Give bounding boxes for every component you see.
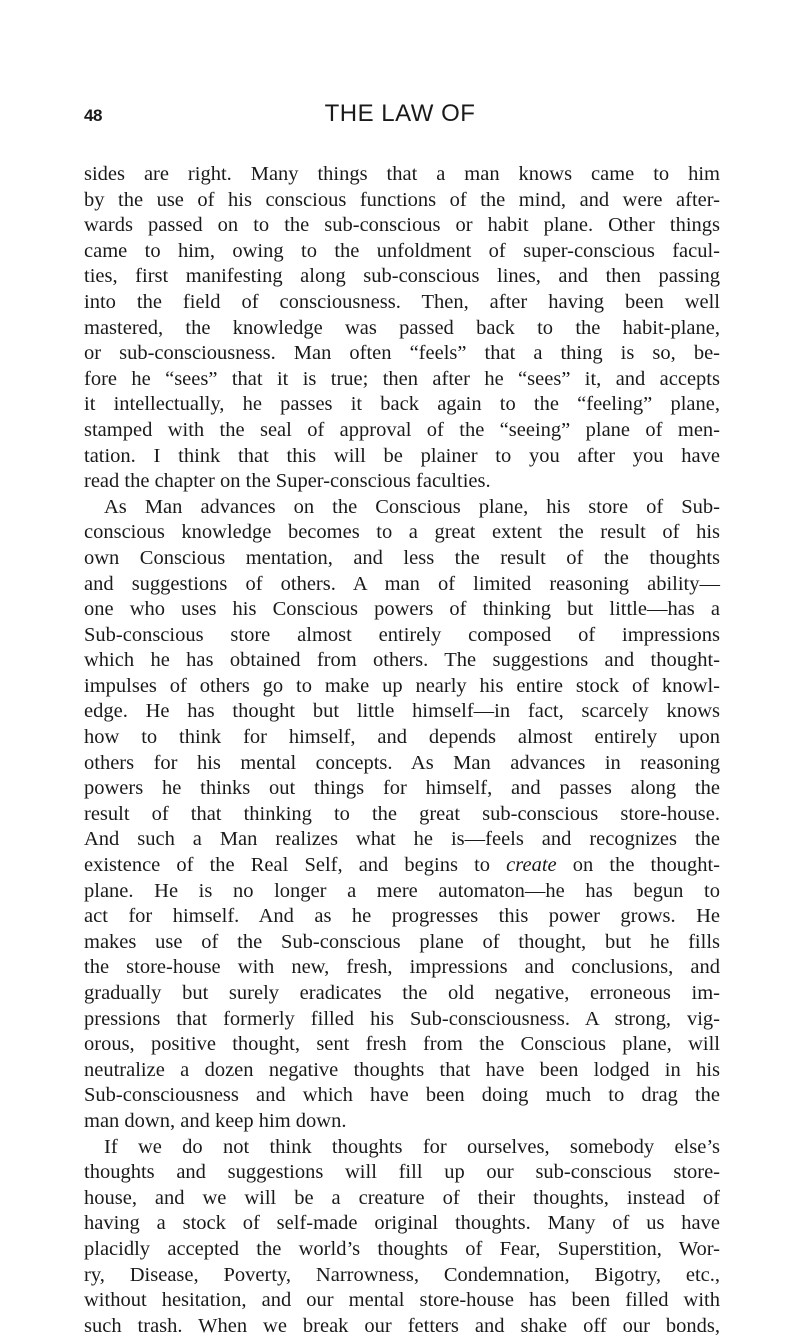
text-line: wards passed on to the sub-conscious or habit plane. Other things (84, 214, 720, 237)
page-header (0, 100, 800, 140)
text-line: own Conscious mentation, and less the result of the thoughts (84, 546, 720, 569)
text-line: act for himself. And as he progresses this power grows. He (84, 905, 720, 928)
text-line: how to think for himself, and depends almost entirely upon (84, 726, 720, 749)
text-line: neutralize a dozen negative thoughts that have been lodged in his (84, 1058, 720, 1081)
text-line: fore he “sees” that it is true; then after he “sees” it, and accepts (84, 367, 720, 390)
text-line: If we do not think thoughts for ourselves, somebody else’s (104, 1135, 720, 1158)
text-line: such trash. When we break our fetters and shake off our bonds, (84, 1314, 720, 1337)
text-line: gradually but surely eradicates the old negative, erroneous im- (84, 982, 720, 1004)
text-line: man down, and keep him down. (84, 1109, 347, 1132)
text-line: mastered, the knowledge was passed back to the habit-plane, (84, 316, 720, 339)
text-line: tation. I think that this will be plainer to you after you have (84, 444, 720, 467)
text-line: placidly accepted the world’s thoughts of Fear, Superstition, Wor- (84, 1237, 720, 1260)
text-line: plane. He is no longer a mere automaton—he has begun to (84, 879, 720, 902)
text-line: it intellectually, he passes it back again to the “feeling” plane, (84, 393, 720, 416)
text-line: stamped with the seal of approval of the “seeing” plane of men- (84, 418, 720, 441)
text-line: sides are right. Many things that a man knows came to him (84, 163, 720, 185)
text-line: ties, first manifesting along sub-conscious lines, and then passing (84, 265, 720, 288)
page-number: 48 (84, 106, 102, 125)
text-line: one who uses his Conscious powers of thinking but little—has a (84, 598, 720, 621)
text-line: by the use of his conscious functions of the mind, and were after- (84, 188, 720, 211)
text-line: As Man advances on the Conscious plane, his store of Sub- (104, 495, 720, 518)
text-line: impulses of others go to make up nearly his entire stock of knowl- (84, 674, 720, 697)
text-line: And such a Man realizes what he is—feels and recognizes the (84, 828, 720, 851)
text-line: pressions that formerly filled his Sub-consciousness. A strong, vig- (84, 1007, 720, 1030)
text-line: Sub-conscious store almost entirely composed of impressions (84, 623, 720, 646)
text-line: or sub-consciousness. Man often “feels” that a thing is so, be- (84, 342, 720, 365)
text-line: read the chapter on the Super-conscious faculties. (84, 470, 491, 493)
text-line: house, and we will be a creature of their thoughts, instead of (84, 1186, 720, 1209)
text-line: others for his mental concepts. As Man advances in reasoning (84, 751, 720, 774)
text-line: and suggestions of others. A man of limited reasoning ability— (84, 572, 720, 595)
text-line: existence of the Real Self, and begins to create on the thought- (84, 854, 721, 877)
text-line: makes use of the Sub-conscious plane of thought, but he fills (84, 930, 720, 953)
text-line: powers he thinks out things for himself, and passes along the (84, 777, 720, 800)
text-line: thoughts and suggestions will fill up our sub-conscious store- (84, 1161, 720, 1184)
text-line: having a stock of self-made original thoughts. Many of us have (84, 1212, 720, 1235)
text-line: conscious knowledge becomes to a great extent the result of his (84, 521, 720, 544)
text-line: Sub-consciousness and which have been doing much to drag the (84, 1084, 720, 1107)
text-line: without hesitation, and our mental store-house has been filled with (84, 1289, 720, 1312)
text-line: edge. He has thought but little himself—in fact, scarcely knows (84, 700, 720, 723)
text-line: which he has obtained from others. The suggestions and thought- (84, 649, 720, 672)
text-line: the store-house with new, fresh, impressions and conclusions, and (84, 956, 720, 979)
text-line: ry, Disease, Poverty, Narrowness, Condemnation, Bigotry, etc., (84, 1263, 720, 1286)
running-title: THE LAW OF (324, 100, 476, 127)
text-line: orous, positive thought, sent fresh from the Conscious plane, will (84, 1033, 720, 1056)
text-line: result of that thinking to the great sub-conscious store-house. (84, 802, 720, 825)
text-line: came to him, owing to the unfoldment of super-conscious facul- (84, 239, 720, 262)
body-text (84, 162, 720, 1339)
text-line: into the field of consciousness. Then, after having been well (84, 290, 720, 313)
